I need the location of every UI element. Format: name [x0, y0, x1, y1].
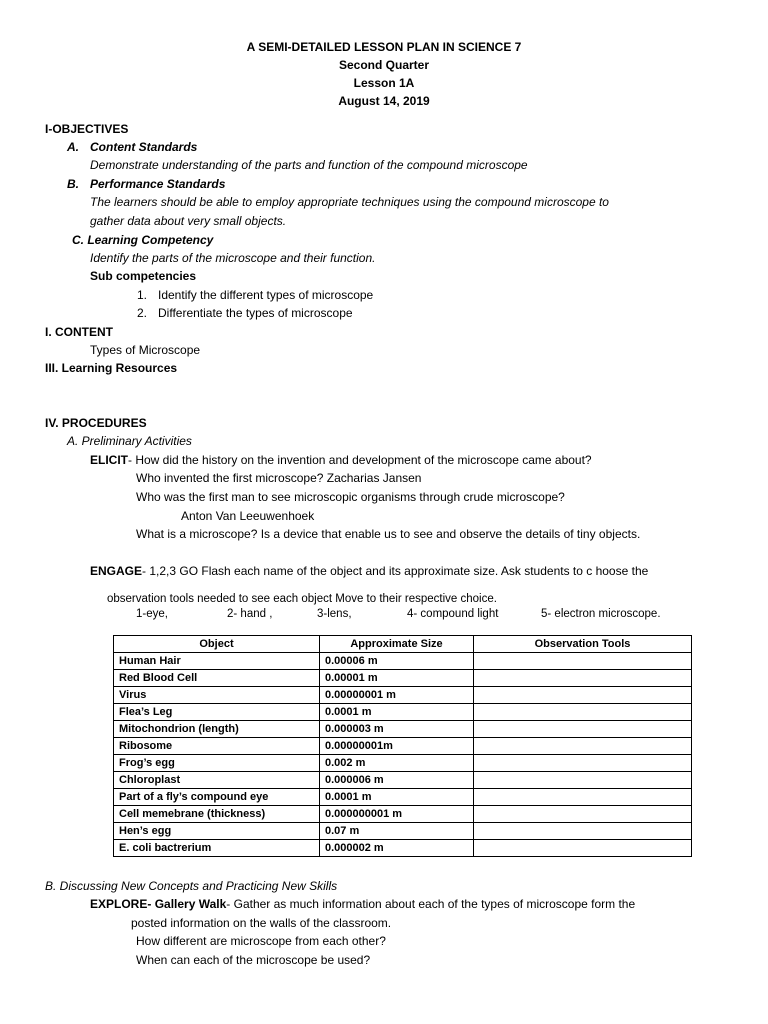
size-cell: 0.00001 m	[320, 670, 474, 687]
object-cell: Red Blood Cell	[114, 670, 320, 687]
explore-label: EXPLORE	[90, 897, 148, 911]
table-row	[114, 789, 692, 806]
elicit-answer: Anton Van Leeuwenhoek	[181, 509, 315, 523]
object-cell: Flea’s Leg	[114, 704, 320, 721]
sub-competency-number: 1.	[137, 288, 148, 302]
performance-standards-title: Performance Standards	[90, 177, 226, 191]
tool-cell[interactable]	[474, 755, 692, 772]
document-title: A SEMI-DETAILED LESSON PLAN IN SCIENCE 7	[246, 40, 522, 54]
column-header-tools: Observation Tools	[474, 636, 692, 653]
tool-cell[interactable]	[474, 687, 692, 704]
section-b-title: B. Discussing New Concepts and Practicing New Skills	[45, 879, 338, 893]
learning-resources-heading: III. Learning Resources	[45, 361, 178, 375]
object-cell: Chloroplast	[114, 772, 320, 789]
explore-text-2: posted information on the walls of the classroom.	[131, 916, 392, 930]
size-cell: 0.00000001m	[320, 738, 474, 755]
explore-question: How different are microscope from each other?	[136, 934, 386, 948]
size-cell: 0.0001 m	[320, 704, 474, 721]
engage-text: - 1,2,3 GO Flash each name of the object and its approximate size. Ask students to c hoose the	[142, 564, 649, 578]
performance-standards-text-1: The learners should be able to employ appropriate techniques using the compound microscope to	[90, 195, 609, 209]
lesson-label: Lesson 1A	[353, 76, 415, 90]
content-standards-title: Content Standards	[90, 140, 198, 154]
quarter-label: Second Quarter	[338, 58, 430, 72]
object-cell: Part of a fly’s compound eye	[114, 789, 320, 806]
tool-cell[interactable]	[474, 823, 692, 840]
lesson-date: August 14, 2019	[338, 94, 430, 108]
object-cell: Frog’s egg	[114, 755, 320, 772]
object-cell: Human Hair	[114, 653, 320, 670]
elicit-line	[90, 453, 592, 467]
content-text: Types of Microscope	[90, 343, 201, 357]
sub-competency-item: Differentiate the types of microscope	[158, 306, 353, 320]
elicit-question: Who invented the first microscope? Zacharias Jansen	[136, 471, 422, 485]
elicit-label: ELICIT	[90, 453, 128, 467]
size-cell: 0.000003 m	[320, 721, 474, 738]
choice-item: 5- electron microscope.	[541, 608, 661, 620]
choice-item: 2- hand ,	[227, 608, 273, 620]
size-cell: 0.0001 m	[320, 789, 474, 806]
table-row	[114, 704, 692, 721]
object-cell: Virus	[114, 687, 320, 704]
column-header-size: Approximate Size	[320, 636, 474, 653]
table-row	[114, 721, 692, 738]
choice-item: 3-lens,	[317, 608, 352, 620]
engage-text-2: observation tools needed to see each object Move to their respective choice.	[107, 593, 497, 605]
table-row	[114, 755, 692, 772]
objectives-heading: I-OBJECTIVES	[45, 122, 129, 136]
size-cell: 0.000000001 m	[320, 806, 474, 823]
sub-competency-number: 2.	[137, 306, 148, 320]
elicit-question: What is a microscope? Is a device that enable us to see and observe the details of tiny objects.	[136, 527, 641, 541]
explore-text: - Gather as much information about each of the types of microscope form the	[226, 897, 636, 911]
table-row	[114, 840, 692, 857]
learning-competency-title: C. Learning Competency	[72, 233, 214, 247]
size-cell: 0.002 m	[320, 755, 474, 772]
choice-item: 4- compound light	[407, 608, 499, 620]
tool-cell[interactable]	[474, 653, 692, 670]
table-row	[114, 653, 692, 670]
size-cell: 0.000006 m	[320, 772, 474, 789]
size-cell: 0.07 m	[320, 823, 474, 840]
elicit-question: Who was the first man to see microscopic organisms through crude microscope?	[136, 490, 565, 504]
content-standards-text: Demonstrate understanding of the parts and function of the compound microscope	[90, 158, 528, 172]
learning-competency-text: Identify the parts of the microscope and their function.	[90, 251, 376, 265]
elicit-text: - How did the history on the invention and development of the microscope came about?	[128, 453, 592, 467]
choice-item: 1-eye,	[136, 608, 168, 620]
procedures-heading: IV. PROCEDURES	[45, 416, 147, 430]
table-row	[114, 738, 692, 755]
preliminary-activities-title: A. Preliminary Activities	[67, 434, 192, 448]
content-heading: I. CONTENT	[45, 325, 113, 339]
object-size-table	[113, 635, 692, 857]
performance-standards-text-2: gather data about very small objects.	[90, 214, 287, 228]
size-cell: 0.00006 m	[320, 653, 474, 670]
sub-competency-item: Identify the different types of microscope	[158, 288, 374, 302]
tool-cell[interactable]	[474, 721, 692, 738]
column-header-object: Object	[114, 636, 320, 653]
size-cell: 0.00000001 m	[320, 687, 474, 704]
tool-cell[interactable]	[474, 806, 692, 823]
object-cell: Hen’s egg	[114, 823, 320, 840]
table-row	[114, 670, 692, 687]
object-cell: E. coli bactrerium	[114, 840, 320, 857]
table-row	[114, 806, 692, 823]
explore-sub-label: - Gallery Walk	[147, 897, 227, 911]
tool-cell[interactable]	[474, 840, 692, 857]
tool-cell[interactable]	[474, 704, 692, 721]
table-row	[114, 687, 692, 704]
table-row	[114, 772, 692, 789]
performance-standards-marker: B.	[67, 177, 79, 191]
object-cell: Mitochondrion (length)	[114, 721, 320, 738]
explore-question: When can each of the microscope be used?	[136, 953, 371, 967]
explore-line	[90, 897, 635, 911]
object-cell: Cell memebrane (thickness)	[114, 806, 320, 823]
content-standards-marker: A.	[67, 140, 79, 154]
tool-cell[interactable]	[474, 789, 692, 806]
tool-cell[interactable]	[474, 670, 692, 687]
sub-competencies-heading: Sub competencies	[90, 269, 197, 283]
object-cell: Ribosome	[114, 738, 320, 755]
table-header-row	[114, 636, 692, 653]
engage-label: ENGAGE	[90, 564, 143, 578]
engage-line	[90, 564, 648, 578]
table-row	[114, 823, 692, 840]
size-cell: 0.000002 m	[320, 840, 474, 857]
tool-cell[interactable]	[474, 772, 692, 789]
tool-cell[interactable]	[474, 738, 692, 755]
